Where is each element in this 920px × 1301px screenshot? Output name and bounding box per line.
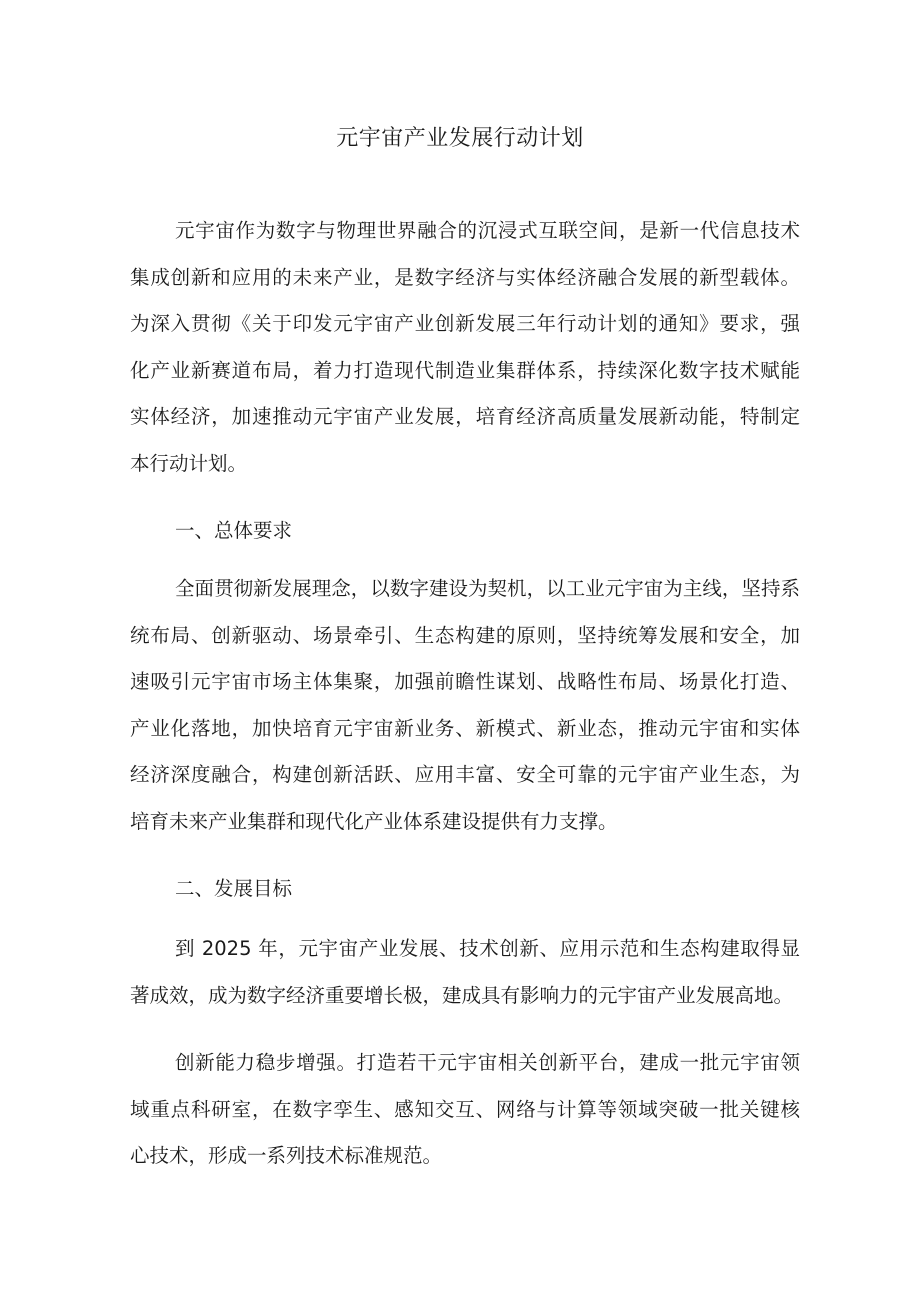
paragraph-line: 元宇宙作为数字与物理世界融合的沉浸式互联空间，是新一代信息技术 bbox=[175, 219, 800, 242]
paragraph-line: 创新能力稳步增强。打造若干元宇宙相关创新平台，建成一批元宇宙领 bbox=[175, 1051, 800, 1074]
paragraph-line: 全面贯彻新发展理念，以数字建设为契机，以工业元宇宙为主线，坚持系 bbox=[175, 577, 800, 600]
general-requirements-paragraph bbox=[130, 566, 800, 845]
paragraph-line: 化产业新赛道布局，着力打造现代制造业集群体系，持续深化数字技术赋能 bbox=[130, 358, 800, 382]
paragraph-line: 本行动计划。 bbox=[130, 451, 248, 475]
intro-paragraph bbox=[130, 208, 800, 487]
paragraph-line: 实体经济，加速推动元宇宙产业发展，培育经济高质量发展新动能，特制定 bbox=[130, 405, 800, 428]
paragraph-line: 心技术，形成一系列技术标准规范。 bbox=[130, 1144, 443, 1167]
paragraph-line: 著成效，成为数字经济重要增长极，建成具有影响力的元宇宙产业发展高地。 bbox=[130, 983, 794, 1007]
paragraph-line: 产业化落地，加快培育元宇宙新业务、新模式、新业态，推动元宇宙和实体 bbox=[130, 716, 800, 740]
paragraph-line: 培育未来产业集群和现代化产业体系建设提供有力支撑。 bbox=[130, 809, 618, 833]
paragraph-line: 为深入贯彻《关于印发元宇宙产业创新发展三年行动计划的通知》要求，强 bbox=[130, 312, 800, 335]
section-heading-general-requirements: 一、总体要求 bbox=[175, 519, 293, 542]
innovation-capability-paragraph bbox=[130, 1040, 800, 1180]
paragraph-line: 集成创新和应用的未来产业，是数字经济与实体经济融合发展的新型载体。 bbox=[130, 265, 800, 289]
development-goals-paragraph bbox=[130, 926, 800, 1019]
section-heading-development-goals: 二、发展目标 bbox=[175, 877, 293, 900]
paragraph-line: 速吸引元宇宙市场主体集聚，加强前瞻性谋划、战略性布局、场景化打造、 bbox=[130, 670, 800, 693]
document-title: 元宇宙产业发展行动计划 bbox=[336, 126, 584, 151]
paragraph-line: 域重点科研室，在数字孪生、感知交互、网络与计算等领域突破一批关键核 bbox=[130, 1097, 800, 1121]
paragraph-line: 统布局、创新驱动、场景牵引、生态构建的原则，坚持统筹发展和安全，加 bbox=[130, 623, 800, 647]
paragraph-line: 到 2025 年，元宇宙产业发展、技术创新、应用示范和生态构建取得显 bbox=[175, 937, 800, 960]
paragraph-line: 经济深度融合，构建创新活跃、应用丰富、安全可靠的元宇宙产业生态，为 bbox=[130, 763, 800, 786]
